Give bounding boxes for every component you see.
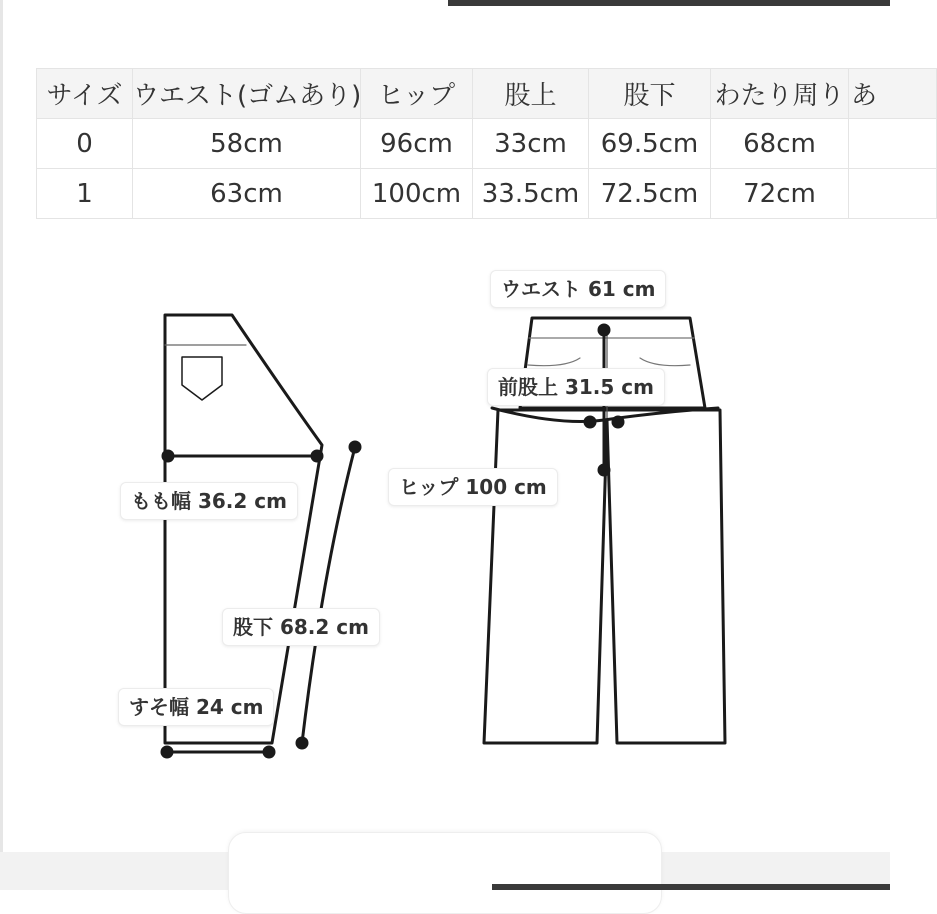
header-hip: ヒップ xyxy=(361,69,473,119)
cell-hip: 100cm xyxy=(361,169,473,219)
side-leg-outline xyxy=(165,315,322,743)
back-pocket-icon xyxy=(182,357,222,400)
inseam-line xyxy=(302,447,355,743)
bottom-card xyxy=(228,832,662,914)
inseam-label: 股下 68.2 cm xyxy=(222,608,380,646)
cell-size: 1 xyxy=(37,169,133,219)
hem-width-dot-right xyxy=(264,747,274,757)
header-thigh: わたり周り xyxy=(711,69,849,119)
cell-waist: 63cm xyxy=(133,169,361,219)
cell-inseam: 69.5cm xyxy=(589,119,711,169)
header-rise: 股上 xyxy=(473,69,589,119)
cell-rise: 33cm xyxy=(473,119,589,169)
inseam-dot-top xyxy=(350,442,360,452)
cell-size: 0 xyxy=(37,119,133,169)
hip-dot xyxy=(599,465,609,475)
left-pocket-line xyxy=(528,358,580,366)
cell-thigh: 68cm xyxy=(711,119,849,169)
front-rise-label: 前股上 31.5 cm xyxy=(487,368,665,406)
cell-thigh: 72cm xyxy=(711,169,849,219)
hip-label: ヒップ 100 cm xyxy=(388,468,558,506)
bottom-dark-strip xyxy=(492,884,890,890)
header-cutoff: あ xyxy=(849,69,937,119)
inseam-dot-bottom xyxy=(297,738,307,748)
waist-dot-right xyxy=(613,417,623,427)
header-size: サイズ xyxy=(37,69,133,119)
cell-waist: 58cm xyxy=(133,119,361,169)
header-waist: ウエスト(ゴムあり) xyxy=(133,69,361,119)
thigh-width-label: もも幅 36.2 cm xyxy=(120,482,298,520)
waist-label: ウエスト 61 cm xyxy=(490,270,666,308)
front-rise-dot-top xyxy=(599,325,609,335)
thigh-width-dot-right xyxy=(312,451,322,461)
right-pocket-line xyxy=(640,358,690,366)
thigh-width-dot-left xyxy=(163,451,173,461)
hem-width-label: すそ幅 24 cm xyxy=(118,688,274,726)
cell-rise: 33.5cm xyxy=(473,169,589,219)
hem-width-dot-left xyxy=(162,747,172,757)
waist-dot-left xyxy=(585,417,595,427)
header-inseam: 股下 xyxy=(589,69,711,119)
cell-inseam: 72.5cm xyxy=(589,169,711,219)
cell-hip: 96cm xyxy=(361,119,473,169)
